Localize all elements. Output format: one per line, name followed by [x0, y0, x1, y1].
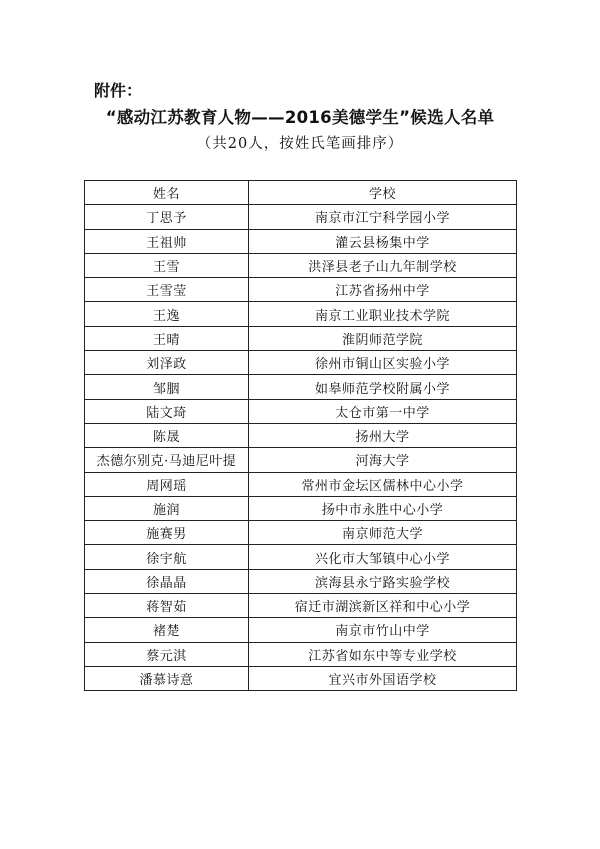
table-row: [85, 302, 517, 326]
name-cell: 蔡元淇: [85, 642, 249, 666]
school-cell: 太仓市第一中学: [249, 399, 517, 423]
school-cell: 兴化市大邹镇中心小学: [249, 545, 517, 569]
name-cell: 王雪: [85, 253, 249, 277]
school-cell: 宜兴市外国语学校: [249, 666, 517, 690]
table-row: [85, 618, 517, 642]
table-row: [85, 569, 517, 593]
name-cell: 陈晟: [85, 423, 249, 447]
table-row: [85, 496, 517, 520]
name-cell: 徐晶晶: [85, 569, 249, 593]
name-cell: 王晴: [85, 326, 249, 350]
table-row: [85, 666, 517, 690]
name-cell: 邹胭: [85, 375, 249, 399]
table-row: [85, 594, 517, 618]
table-header-row: [85, 181, 517, 205]
name-cell: 王逸: [85, 302, 249, 326]
table-row: [85, 448, 517, 472]
name-cell: 周网瑶: [85, 472, 249, 496]
column-header-school: 学校: [249, 181, 517, 205]
table-row: [85, 521, 517, 545]
school-cell: 扬州大学: [249, 423, 517, 447]
name-cell: 杰德尔别克·马迪尼叶提: [85, 448, 249, 472]
name-cell: 蒋智茹: [85, 594, 249, 618]
table-row: [85, 642, 517, 666]
name-cell: 褚楚: [85, 618, 249, 642]
table-row: [85, 399, 517, 423]
name-cell: 陆文琦: [85, 399, 249, 423]
school-cell: 南京市江宁科学园小学: [249, 205, 517, 229]
school-cell: 南京市竹山中学: [249, 618, 517, 642]
school-cell: 扬中市永胜中心小学: [249, 496, 517, 520]
table-row: [85, 278, 517, 302]
table-row: [85, 375, 517, 399]
school-cell: 淮阴师范学院: [249, 326, 517, 350]
name-cell: 刘泽政: [85, 351, 249, 375]
table-row: [85, 472, 517, 496]
school-cell: 江苏省扬州中学: [249, 278, 517, 302]
school-cell: 洪泽县老子山九年制学校: [249, 253, 517, 277]
name-cell: 潘慕诗意: [85, 666, 249, 690]
school-cell: 滨海县永宁路实验学校: [249, 569, 517, 593]
school-cell: 江苏省如东中等专业学校: [249, 642, 517, 666]
name-cell: 丁思予: [85, 205, 249, 229]
school-cell: 如皋师范学校附属小学: [249, 375, 517, 399]
name-cell: 施赛男: [85, 521, 249, 545]
table-row: [85, 351, 517, 375]
name-cell: 施润: [85, 496, 249, 520]
name-cell: 王祖帅: [85, 229, 249, 253]
school-cell: 宿迁市湖滨新区祥和中心小学: [249, 594, 517, 618]
table-row: [85, 205, 517, 229]
table-row: [85, 423, 517, 447]
table-row: [85, 326, 517, 350]
table-row: [85, 545, 517, 569]
school-cell: 河海大学: [249, 448, 517, 472]
document-title: “感动江苏教育人物——2016美德学生”候选人名单: [105, 108, 495, 127]
column-header-name: 姓名: [85, 181, 249, 205]
name-cell: 徐宇航: [85, 545, 249, 569]
school-cell: 南京师范大学: [249, 521, 517, 545]
school-cell: 常州市金坛区儒林中心小学: [249, 472, 517, 496]
candidate-table: [84, 180, 517, 691]
school-cell: 灌云县杨集中学: [249, 229, 517, 253]
school-cell: 南京工业职业技术学院: [249, 302, 517, 326]
document-subtitle: （共20人，按姓氏笔画排序）: [196, 136, 404, 152]
table-row: [85, 229, 517, 253]
school-cell: 徐州市铜山区实验小学: [249, 351, 517, 375]
name-cell: 王雪莹: [85, 278, 249, 302]
table-row: [85, 253, 517, 277]
attachment-label: 附件：: [94, 81, 143, 100]
